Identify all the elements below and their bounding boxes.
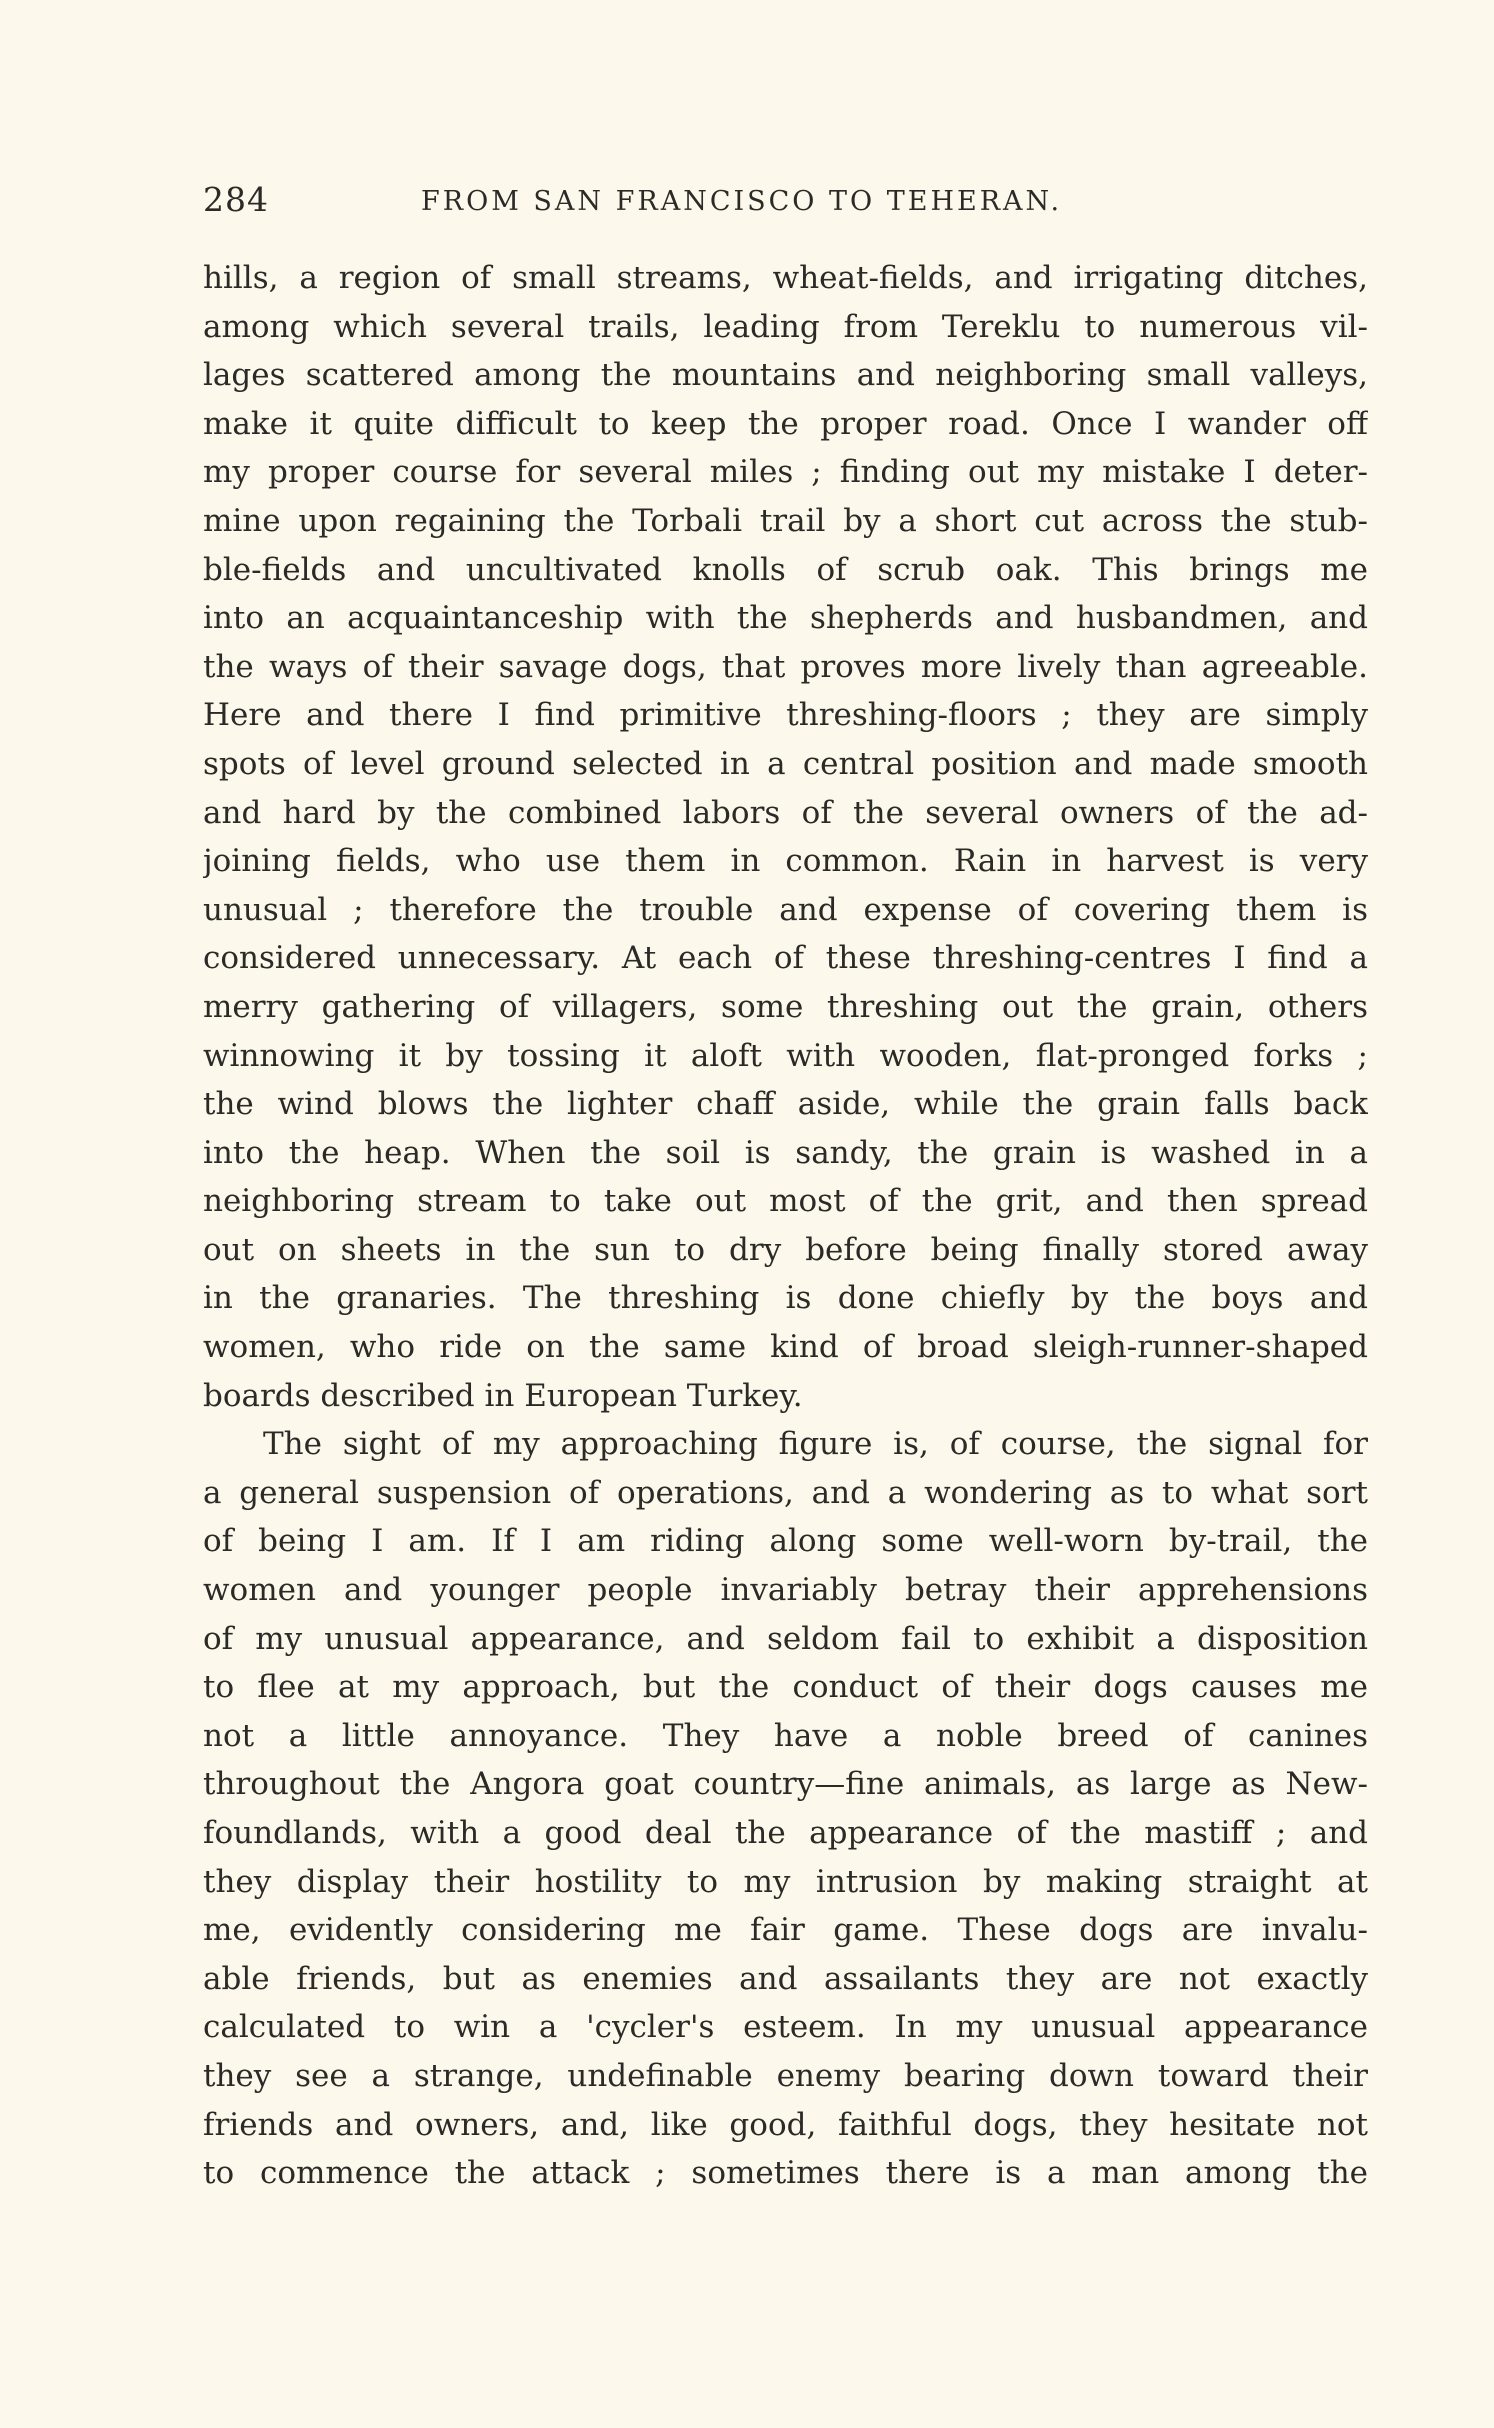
text-line: of being I am. If I am riding along some well-worn by-trail, the [203, 1523, 1368, 1560]
text-line: unusual ; therefore the trouble and expense of covering them is [203, 891, 1368, 928]
body-text [203, 254, 1368, 2198]
text-line: friends and owners, and, like good, faithful dogs, they hesitate not [203, 2106, 1368, 2143]
text-line: hills, a region of small streams, wheat-fields, and irrigating ditches, [203, 260, 1368, 296]
text-line: neighboring stream to take out most of the grit, and then spread [203, 1183, 1368, 1220]
text-line: they display their hostility to my intrusion by making straight at [203, 1863, 1368, 1900]
text-line: calculated to win a 'cycler's esteem. In my unusual appearance [203, 2009, 1368, 2046]
text-line: throughout the Angora goat country—fine animals, as large as New- [203, 1766, 1368, 1803]
text-line: into an acquaintanceship with the shepherds and husbandmen, and [203, 600, 1368, 637]
text-line: out on sheets in the sun to dry before being finally stored away [203, 1231, 1368, 1268]
text-line: of my unusual appearance, and seldom fail to exhibit a disposition [203, 1620, 1368, 1657]
text-line: not a little annoyance. They have a noble breed of canines [203, 1717, 1368, 1754]
text-line: women and younger people invariably betray their apprehensions [203, 1572, 1368, 1609]
page-number: 284 [203, 180, 269, 219]
text-line: to commence the attack ; sometimes there is a man among the [203, 2155, 1368, 2192]
text-line: and hard by the combined labors of the several owners of the ad- [203, 794, 1368, 831]
text-line: in the granaries. The threshing is done chiefly by the boys and [203, 1280, 1368, 1317]
text-line: joining fields, who use them in common. Rain in harvest is very [203, 843, 1368, 880]
text-line: foundlands, with a good deal the appearance of the mastiff ; and [203, 1815, 1368, 1851]
text-line: Here and there I find primitive threshing-floors ; they are simply [203, 697, 1368, 734]
paragraph-end-line: boards described in European Turkey. [203, 1377, 803, 1414]
paragraph-start-line: The sight of my approaching figure is, of course, the signal for [263, 1426, 1368, 1463]
text-line: able friends, but as enemies and assailants they are not exactly [203, 1960, 1368, 1997]
text-line: the wind blows the lighter chaff aside, while the grain falls back [203, 1086, 1368, 1123]
text-line: winnowing it by tossing it aloft with wooden, flat-pronged forks ; [203, 1037, 1368, 1074]
text-line: lages scattered among the mountains and neighboring small valleys, [203, 357, 1368, 394]
running-title: FROM SAN FRANCISCO TO TEHERAN. [421, 186, 1063, 217]
text-line: make it quite difficult to keep the proper road. Once I wander off [203, 405, 1368, 442]
text-line: they see a strange, undefinable enemy bearing down toward their [203, 2057, 1368, 2094]
text-line: my proper course for several miles ; finding out my mistake I deter- [203, 454, 1368, 491]
text-line: women, who ride on the same kind of broad sleigh-runner-shaped [203, 1329, 1368, 1366]
text-line: among which several trails, leading from Tereklu to numerous vil- [203, 308, 1368, 345]
text-line: to flee at my approach, but the conduct of their dogs causes me [203, 1669, 1368, 1706]
text-line: ble-fields and uncultivated knolls of scrub oak. This brings me [203, 551, 1368, 588]
text-line: spots of level ground selected in a central position and made smooth [203, 745, 1368, 782]
text-line: me, evidently considering me fair game. These dogs are invalu- [203, 1912, 1368, 1949]
text-line: considered unnecessary. At each of these threshing-centres I find a [203, 940, 1368, 977]
text-line: the ways of their savage dogs, that proves more lively than agreeable. [203, 648, 1368, 685]
text-line: into the heap. When the soil is sandy, the grain is washed in a [203, 1134, 1368, 1171]
text-line: mine upon regaining the Torbali trail by a short cut across the stub- [203, 502, 1368, 539]
text-line: merry gathering of villagers, some threshing out the grain, others [203, 988, 1368, 1025]
running-head [203, 180, 1368, 224]
text-line: a general suspension of operations, and a wondering as to what sort [203, 1474, 1368, 1511]
